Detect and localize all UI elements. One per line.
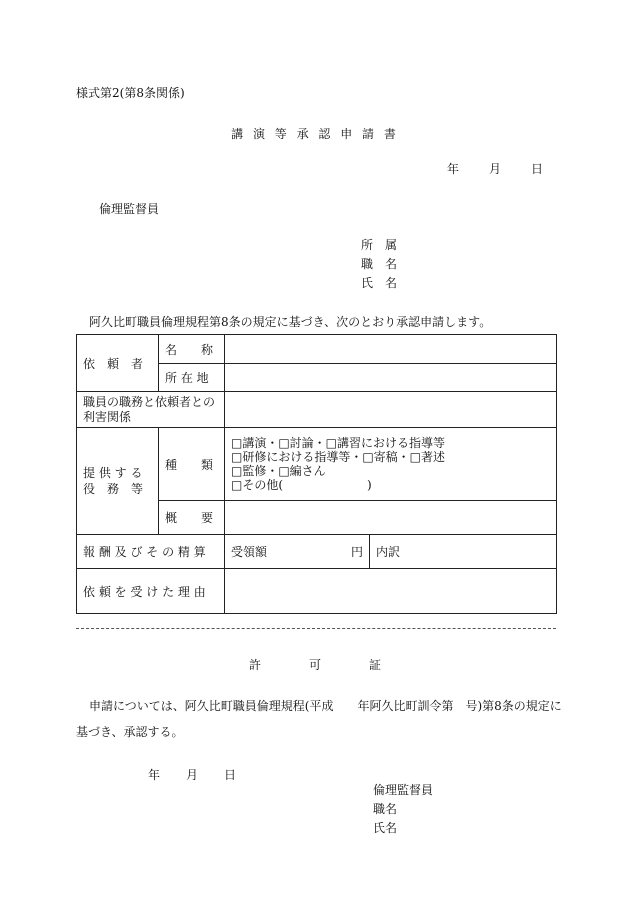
cut-line	[76, 628, 556, 629]
kind-options[interactable]	[225, 428, 557, 501]
kind-option-other[interactable]: □その他( )	[231, 478, 372, 492]
summary-label: 概 要	[159, 501, 225, 535]
location-label: 所 在 地	[159, 364, 225, 392]
name-label: 名 称	[159, 335, 225, 364]
permit-date-month: 月	[186, 768, 199, 782]
kind-option-lecture[interactable]: □講演・□討論・□講習における指導等	[231, 436, 446, 450]
application-table	[76, 334, 557, 614]
permit-date	[148, 766, 236, 783]
date-month: 月	[489, 162, 502, 176]
service-label: 提 供 す る 役 務 等	[77, 428, 159, 535]
yen-unit: 円	[350, 545, 363, 559]
addressee: 倫理監督員	[99, 202, 160, 216]
breakdown-label: 内訳	[376, 545, 401, 559]
permit-signer	[373, 781, 433, 838]
permit-body-line2: 基づき、承認する。	[76, 725, 184, 739]
permit-date-day: 日	[224, 768, 237, 782]
permit-title: 許 可 証	[248, 658, 381, 672]
requester-label: 依 頼 者	[77, 335, 159, 392]
name-field[interactable]	[225, 335, 557, 364]
form-number: 様式第2(第8条関係)	[76, 86, 185, 100]
kind-label: 種 類	[159, 428, 225, 501]
permit-date-year: 年	[148, 768, 161, 782]
signer-post: 職名	[373, 802, 398, 816]
interest-label: 職員の職務と依頼者との 利害関係	[77, 392, 225, 428]
applicant-dept: 所 属	[361, 238, 398, 252]
fee-label: 報 酬 及 び そ の 精 算	[77, 535, 225, 569]
kind-option-supervision[interactable]: □監修・□編さん	[231, 464, 326, 478]
reason-label: 依 頼 を 受 け た 理 由	[77, 569, 225, 614]
date-day: 日	[531, 162, 544, 176]
interest-field[interactable]	[225, 392, 557, 428]
applicant-post: 職 名	[361, 257, 398, 271]
summary-field[interactable]	[225, 501, 557, 535]
signer-title: 倫理監督員	[373, 783, 434, 797]
application-date	[447, 160, 543, 177]
kind-option-training[interactable]: □研修における指導等・□寄稿・□著述	[231, 450, 446, 464]
reason-field[interactable]	[225, 569, 557, 614]
breakdown-field[interactable]	[370, 535, 557, 569]
signer-name: 氏名	[373, 821, 398, 835]
location-field[interactable]	[225, 364, 557, 392]
received-amount-field[interactable]	[225, 535, 370, 569]
intro-text: 阿久比町職員倫理規程第8条の規定に基づき、次のとおり承認申請します。	[89, 315, 492, 329]
date-year: 年	[447, 162, 460, 176]
received-label: 受領額	[231, 545, 268, 559]
page-title: 講 演 等 承 認 申 請 書	[231, 127, 399, 141]
permit-body-line1: 申請については、阿久比町職員倫理規程(平成 年阿久比町訓令第 号)第8条の規定に	[89, 699, 562, 713]
applicant-name: 氏 名	[361, 276, 398, 290]
